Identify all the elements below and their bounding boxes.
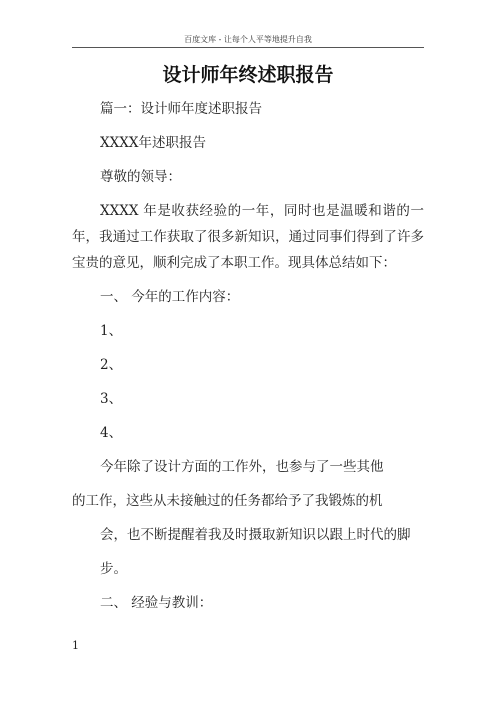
list-item-1: 1、 [100, 323, 123, 339]
body-line-2: 的工作，这些从未接触过的任务都给予了我锻炼的机 [72, 493, 383, 509]
list-item-4: 4、 [100, 425, 123, 441]
body-line-3: 会，也不断提醒着我及时摄取新知识以跟上时代的脚 [100, 527, 411, 543]
body-line-1: 今年除了设计方面的工作外，也参与了一些其他 [100, 459, 384, 475]
body-line-4: 步。 [100, 561, 127, 577]
list-item-3: 3、 [100, 391, 123, 407]
section-heading-2: 二、 经验与教训： [100, 595, 213, 611]
section-heading-1: 一、 今年的工作内容： [100, 289, 240, 305]
page-number: 1 [72, 639, 79, 652]
header-divider [72, 47, 424, 48]
report-title: XXXX年述职报告 [100, 135, 206, 151]
page-header [0, 0, 496, 46]
salutation: 尊敬的领导： [100, 169, 181, 185]
document-title: 设计师年终述职报告 [162, 64, 334, 86]
header-text: 百度文库 - 让每个人平等地提升自我 [184, 35, 312, 44]
document-body [72, 92, 424, 620]
list-item-2: 2、 [100, 357, 123, 373]
intro-paragraph: XXXX 年是收获经验的一年，同时也是温暖和谐的一年，我通过工作获取了很多新知识，通过同事们得到了许多宝贵的意见，顺利完成了本职工作。现具体总结如下： [72, 203, 424, 271]
subtitle-line: 篇一：设计师年度述职报告 [100, 101, 262, 117]
